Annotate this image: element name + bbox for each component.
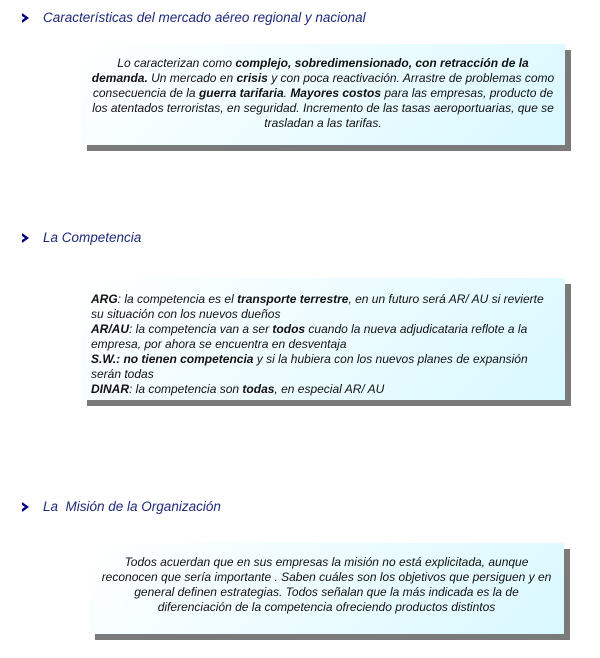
- text-run: y si la hubiera con los nuevos planes de expansión serán todas: [91, 352, 528, 381]
- section-heading-mision: [22, 499, 221, 514]
- callout-text: [89, 543, 564, 634]
- bold-text-run: complejo, sobredimensionado, con retracción de la demanda.: [91, 56, 529, 85]
- text-run: Todos acuerdan que en sus empresas la misión no está explicitada, aunque reconocen que sería importante . Saben cuáles son los objetivos que persiguen y en general definen estrategias. Todos señalan que la más indicada es la de diferenciación de la competencia ofreciendo productos distintos: [101, 555, 552, 614]
- callout-text: [81, 278, 565, 400]
- text-run: Lo caracterizan como: [117, 56, 236, 70]
- arrow-bullet-icon: [22, 502, 29, 512]
- text-run: Un mercado en: [147, 71, 237, 85]
- bold-text-run: todos: [272, 322, 306, 336]
- text-run: , en un futuro será AR/ AU si revierte su situación con los nuevos dueños: [91, 292, 544, 321]
- bold-text-run: DINAR: [91, 382, 129, 396]
- bold-text-run: transporte terrestre: [237, 292, 349, 306]
- text-run: para las empresas, producto de los atentados terroristas, en seguridad. Incremento de las tasas aeroportuarias, que se trasladan a las tarifas.: [92, 86, 554, 130]
- bold-text-run: crisis: [236, 71, 268, 85]
- bold-text-run: S.W.: no tienen competencia: [91, 352, 254, 366]
- text-run: , en especial AR/ AU: [274, 382, 385, 396]
- bold-text-run: ARG: [91, 292, 118, 306]
- bold-text-run: Mayores costos: [290, 86, 382, 100]
- callout-text: [81, 44, 565, 145]
- section-heading-text: La Competencia: [43, 230, 142, 245]
- text-run: y con poca reactivación. Arrastre de problemas como consecuencia de la: [92, 71, 555, 100]
- section-heading-mercado: [22, 10, 366, 25]
- text-run: : la competencia son: [129, 382, 243, 396]
- arrow-bullet-icon: [22, 233, 29, 243]
- bold-text-run: todas: [242, 382, 275, 396]
- section-heading-text: Características del mercado aéreo regional y nacional: [43, 10, 366, 25]
- text-run: : la competencia van a ser: [129, 322, 273, 336]
- bold-text-run: guerra tarifaria: [198, 86, 284, 100]
- bold-text-run: AR/AU: [91, 322, 129, 336]
- text-run: .: [283, 86, 291, 100]
- section-heading-text: La Misión de la Organización: [43, 499, 221, 514]
- text-run: : la competencia es el: [117, 292, 238, 306]
- arrow-bullet-icon: [22, 13, 29, 23]
- text-run: cuando la nueva adjudicataria reflote a la empresa, por ahora se encuentra en desventaja: [91, 322, 528, 351]
- section-heading-competencia: [22, 230, 141, 245]
